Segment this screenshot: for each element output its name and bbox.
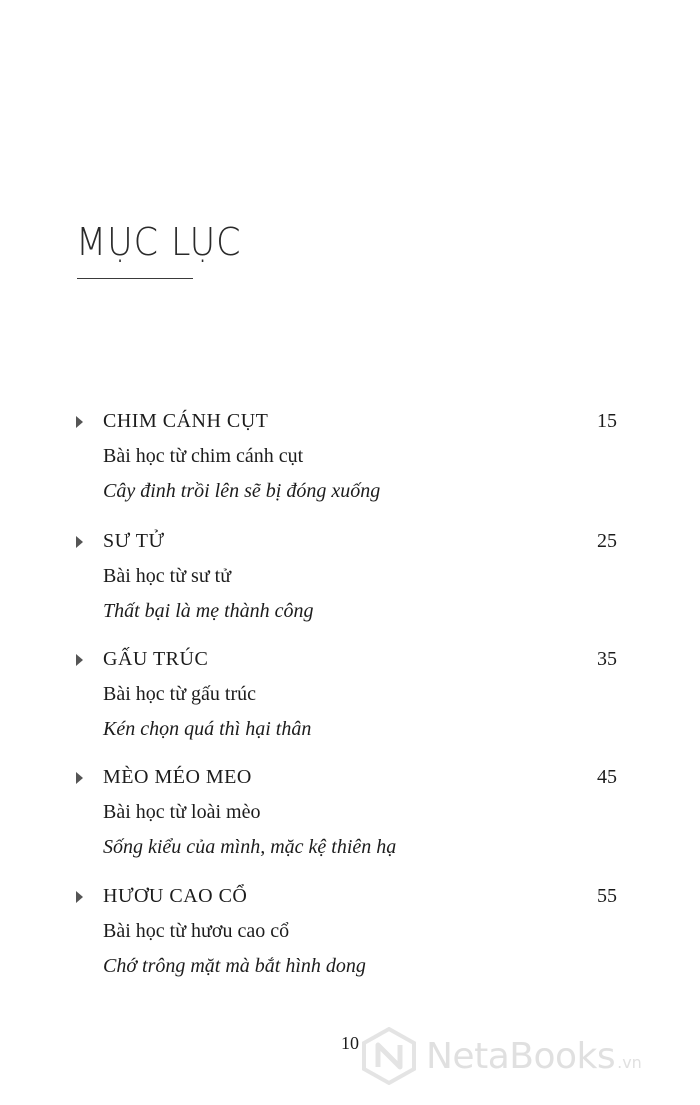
entry-page-number: 55 <box>597 885 617 907</box>
entry-name: GẤU TRÚC <box>103 648 209 670</box>
entry-lesson: Bài học từ loài mèo <box>103 801 261 823</box>
toc-entry <box>76 410 621 520</box>
entry-lesson: Bài học từ gấu trúc <box>103 683 257 705</box>
entry-page-number: 25 <box>597 530 617 552</box>
entry-name: MÈO MÉO MEO <box>103 766 252 788</box>
toc-title: MỤC LỤC <box>76 220 242 264</box>
entry-proverb: Thất bại là mẹ thành công <box>103 600 314 622</box>
toc-entry <box>76 530 621 640</box>
triangle-bullet-icon <box>76 654 83 666</box>
entry-proverb: Sống kiểu của mình, mặc kệ thiên hạ <box>103 836 397 858</box>
watermark-text: NetaBooks <box>426 1035 616 1077</box>
entry-page-number: 45 <box>597 766 617 788</box>
netabooks-logo-icon <box>360 1027 418 1085</box>
entry-page-number: 35 <box>597 648 617 670</box>
entry-lesson: Bài học từ chim cánh cụt <box>103 445 304 467</box>
triangle-bullet-icon <box>76 416 83 428</box>
entry-lesson: Bài học từ sư tử <box>103 565 232 587</box>
toc-entry <box>76 885 621 995</box>
entry-lesson: Bài học từ hươu cao cổ <box>103 920 290 942</box>
watermark <box>360 1026 690 1086</box>
watermark-domain: .vn <box>617 1052 642 1072</box>
entry-name: HƯƠU CAO CỔ <box>103 885 248 907</box>
entry-page-number: 15 <box>597 410 617 432</box>
page-number: 10 <box>341 1033 359 1053</box>
toc-entry <box>76 766 621 876</box>
title-underline <box>77 278 193 279</box>
triangle-bullet-icon <box>76 536 83 548</box>
entry-name: SƯ TỬ <box>103 530 165 552</box>
triangle-bullet-icon <box>76 772 83 784</box>
entry-proverb: Chớ trông mặt mà bắt hình dong <box>103 955 366 977</box>
entry-proverb: Cây đinh trồi lên sẽ bị đóng xuống <box>103 480 381 502</box>
triangle-bullet-icon <box>76 891 83 903</box>
entry-name: CHIM CÁNH CỤT <box>103 410 269 432</box>
toc-entry <box>76 648 621 758</box>
entry-proverb: Kén chọn quá thì hại thân <box>103 718 312 740</box>
